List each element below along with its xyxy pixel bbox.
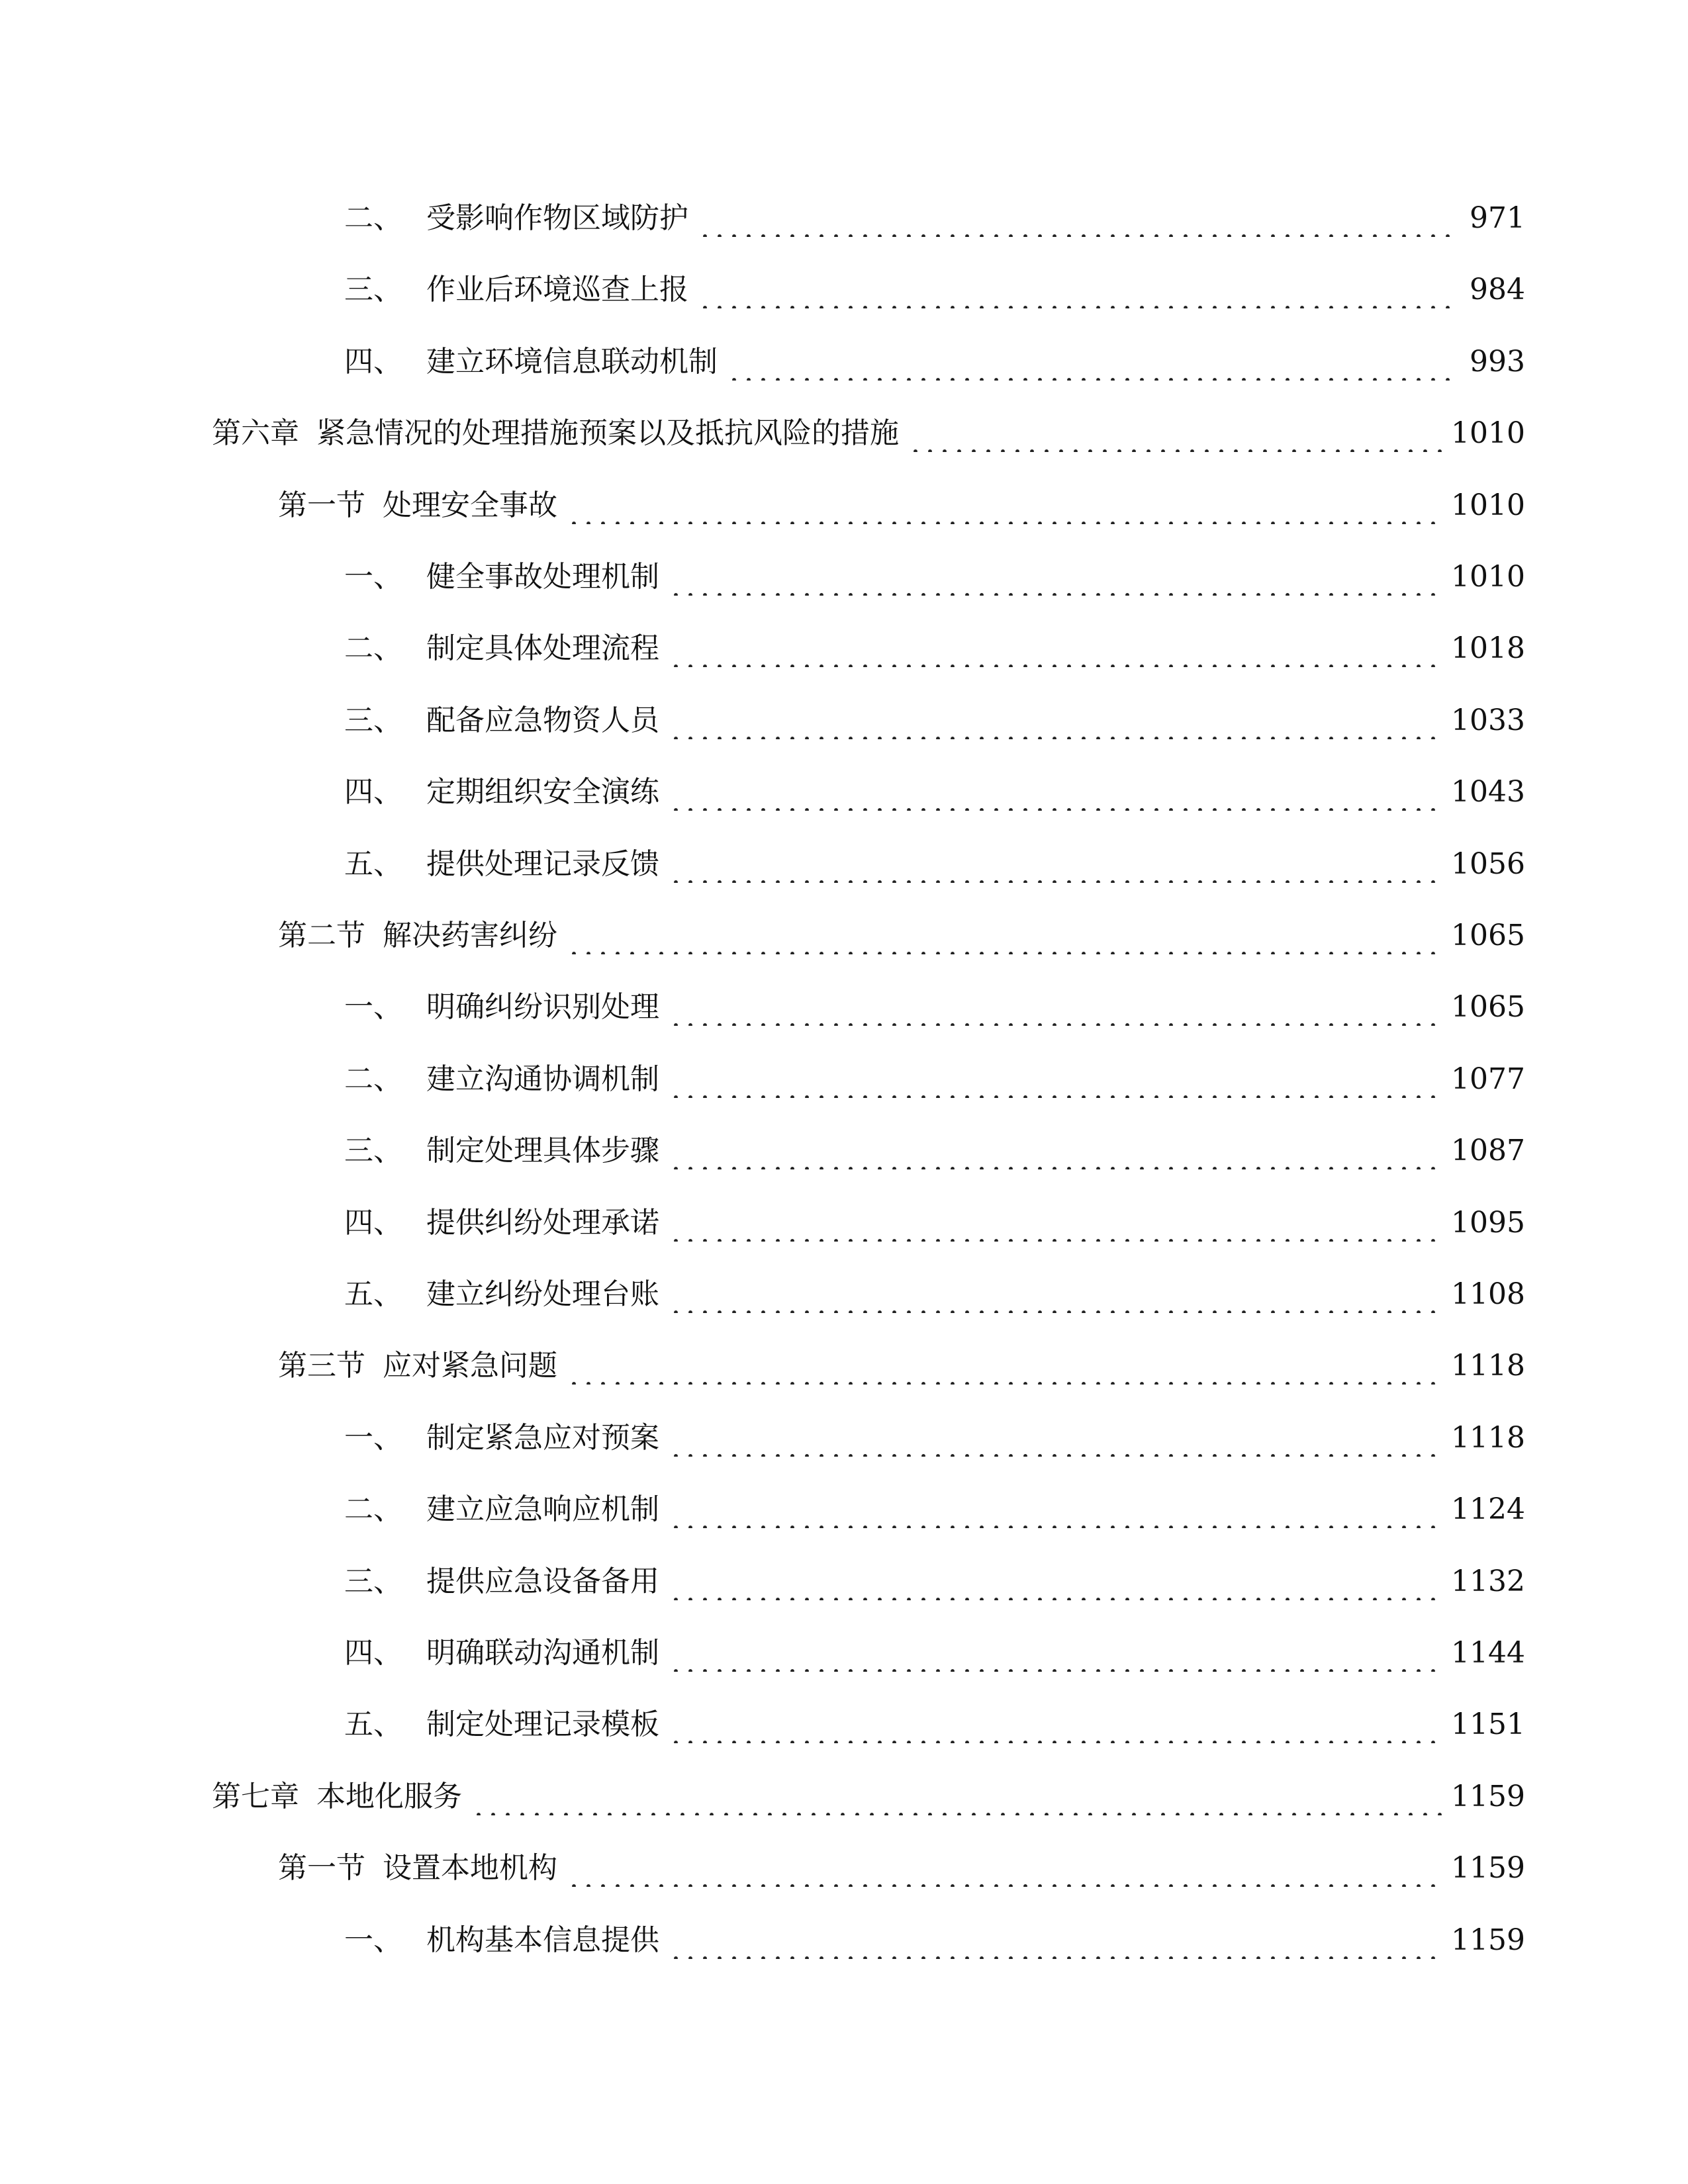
toc-entry-page-number: 1018: [1451, 631, 1525, 666]
toc-entry-number: 二、: [344, 631, 402, 666]
dot-leader: [669, 1706, 1442, 1743]
toc-entry-number: 三、: [344, 273, 402, 307]
toc-entry-number: 五、: [344, 1707, 402, 1742]
toc-entry-number: 五、: [344, 846, 402, 881]
toc-entry-item[interactable]: [344, 766, 1525, 819]
toc-entry-title: 制定处理具体步骤: [426, 1134, 659, 1168]
toc-entry-page-number: 1132: [1451, 1564, 1525, 1598]
toc-entry-number: 三、: [344, 1564, 402, 1598]
toc-entry-page-number: 1033: [1451, 703, 1525, 737]
toc-entry-section[interactable]: [278, 1842, 1525, 1895]
toc-entry-title: 明确联动沟通机制: [426, 1636, 659, 1670]
dot-leader: [567, 1347, 1442, 1385]
toc-entry-page-number: 1159: [1451, 1779, 1525, 1813]
toc-entry-item[interactable]: [344, 981, 1525, 1034]
toc-entry-number: 第一节: [278, 488, 365, 522]
toc-entry-item[interactable]: [344, 622, 1525, 675]
toc-entry-item[interactable]: [344, 1698, 1525, 1751]
toc-entry-page-number: 1010: [1451, 416, 1525, 451]
toc-entry-number: 一、: [344, 990, 402, 1024]
toc-entry-item[interactable]: [344, 1268, 1525, 1321]
toc-entry-page-number: 993: [1470, 344, 1525, 379]
toc-entry-number: 二、: [344, 201, 402, 235]
toc-entry-item[interactable]: [344, 1555, 1525, 1608]
toc-entry-item[interactable]: [344, 1483, 1525, 1536]
toc-entry-number: 四、: [344, 344, 402, 379]
dot-leader: [669, 1132, 1442, 1169]
dot-leader: [669, 1922, 1442, 1959]
toc-entry-page-number: 1108: [1451, 1277, 1525, 1311]
dot-leader: [567, 917, 1442, 954]
toc-entry-title: 应对紧急问题: [383, 1349, 557, 1383]
toc-entry-chapter[interactable]: [212, 407, 1525, 460]
toc-entry-page-number: 1056: [1451, 846, 1525, 881]
dot-leader: [698, 271, 1460, 308]
dot-leader: [567, 487, 1442, 524]
toc-entry-number: 一、: [344, 560, 402, 594]
toc-entry-title: 提供应急设备备用: [426, 1564, 659, 1598]
toc-entry-page-number: 1065: [1451, 990, 1525, 1024]
dot-leader: [567, 1850, 1442, 1887]
toc-entry-page-number: 1151: [1451, 1707, 1525, 1742]
toc-entry-title: 建立应急响应机制: [426, 1492, 659, 1527]
dot-leader: [669, 1205, 1442, 1242]
toc-entry-page-number: 984: [1470, 273, 1525, 307]
toc-entry-number: 四、: [344, 1205, 402, 1240]
toc-entry-item[interactable]: [344, 551, 1525, 604]
dot-leader: [669, 702, 1442, 739]
toc-entry-page-number: 1010: [1451, 488, 1525, 522]
toc-entry-number: 一、: [344, 1923, 402, 1957]
toc-entry-title: 作业后环境巡查上报: [426, 273, 688, 307]
toc-entry-item[interactable]: [344, 1124, 1525, 1177]
toc-entry-number: 第二节: [278, 919, 365, 952]
toc-entry-page-number: 1077: [1451, 1062, 1525, 1096]
toc-entry-title: 设置本地机构: [383, 1851, 557, 1886]
dot-leader: [669, 989, 1442, 1026]
toc-entry-title: 本地化服务: [316, 1779, 462, 1813]
dot-leader: [669, 1061, 1442, 1098]
toc-entry-page-number: 1087: [1451, 1134, 1525, 1168]
toc-entry-title: 受影响作物区域防护: [426, 201, 688, 235]
toc-entry-chapter[interactable]: [212, 1770, 1525, 1823]
toc-entry-number: 二、: [344, 1492, 402, 1527]
toc-entry-title: 明确纠纷识别处理: [426, 990, 659, 1024]
toc-entry-title: 定期组织安全演练: [426, 775, 659, 809]
toc-entry-title: 制定处理记录模板: [426, 1707, 659, 1742]
toc-entry-item[interactable]: [344, 694, 1525, 747]
toc-entry-page-number: 1118: [1451, 1420, 1525, 1455]
toc-entry-page-number: 1159: [1451, 1851, 1525, 1886]
toc-entry-number: 三、: [344, 1134, 402, 1168]
toc-entry-section[interactable]: [278, 479, 1525, 532]
toc-entry-item[interactable]: [344, 1412, 1525, 1465]
toc-entry-number: 第七章: [212, 1779, 299, 1813]
dot-leader: [669, 559, 1442, 596]
toc-entry-title: 处理安全事故: [383, 488, 557, 522]
toc-entry-item[interactable]: [344, 1627, 1525, 1680]
toc-entry-number: 一、: [344, 1420, 402, 1455]
toc-entry-item[interactable]: [344, 1914, 1525, 1967]
toc-entry-item[interactable]: [344, 1197, 1525, 1250]
toc-entry-title: 建立环境信息联动机制: [426, 344, 718, 379]
toc-entry-page-number: 971: [1470, 201, 1525, 235]
toc-entry-number: 四、: [344, 1636, 402, 1670]
toc-entry-title: 建立纠纷处理台账: [426, 1277, 659, 1311]
dot-leader: [908, 415, 1442, 452]
toc-entry-title: 制定紧急应对预案: [426, 1420, 659, 1455]
toc-entry-page-number: 1010: [1451, 560, 1525, 594]
toc-entry-item[interactable]: [344, 1053, 1525, 1106]
toc-entry-page-number: 1124: [1451, 1492, 1525, 1527]
toc-entry-page-number: 1043: [1451, 775, 1525, 809]
toc-entry-page-number: 1065: [1451, 919, 1525, 952]
dot-leader: [698, 200, 1460, 237]
toc-entry-number: 二、: [344, 1062, 402, 1096]
toc-entry-title: 机构基本信息提供: [426, 1923, 659, 1957]
toc-entry-number: 第六章: [212, 416, 299, 451]
dot-leader: [669, 1491, 1442, 1528]
toc-entry-item[interactable]: [344, 192, 1525, 245]
toc-entry-title: 提供处理记录反馈: [426, 846, 659, 881]
toc-entry-item[interactable]: [344, 336, 1525, 388]
dot-leader: [669, 630, 1442, 667]
dot-leader: [727, 343, 1460, 381]
dot-leader: [669, 1420, 1442, 1457]
toc-entry-title: 提供纠纷处理承诺: [426, 1205, 659, 1240]
toc-entry-item[interactable]: [344, 838, 1525, 891]
toc-entry-number: 四、: [344, 775, 402, 809]
toc-entry-page-number: 1095: [1451, 1205, 1525, 1240]
dot-leader: [669, 1635, 1442, 1672]
toc-entry-title: 紧急情况的处理措施预案以及抵抗风险的措施: [316, 416, 899, 451]
toc-entry-page-number: 1144: [1451, 1636, 1525, 1670]
toc-entry-number: 五、: [344, 1277, 402, 1311]
dot-leader: [669, 1563, 1442, 1600]
dot-leader: [669, 1276, 1442, 1313]
dot-leader: [669, 846, 1442, 883]
toc-entry-title: 制定具体处理流程: [426, 631, 659, 666]
toc-entry-page-number: 1159: [1451, 1923, 1525, 1957]
toc-entry-title: 配备应急物资人员: [426, 703, 659, 737]
toc-entry-title: 健全事故处理机制: [426, 560, 659, 594]
toc-entry-page-number: 1118: [1451, 1349, 1525, 1383]
toc-entry-title: 解决药害纠纷: [383, 919, 557, 952]
toc-entry-number: 第三节: [278, 1349, 365, 1383]
toc-entry-section[interactable]: [278, 1340, 1525, 1392]
toc-entry-number: 三、: [344, 703, 402, 737]
toc-entry-number: 第一节: [278, 1851, 365, 1886]
toc-entry-item[interactable]: [344, 263, 1525, 316]
dot-leader: [669, 774, 1442, 811]
toc-entry-title: 建立沟通协调机制: [426, 1062, 659, 1096]
dot-leader: [471, 1778, 1442, 1815]
toc-entry-section[interactable]: [278, 909, 1525, 962]
